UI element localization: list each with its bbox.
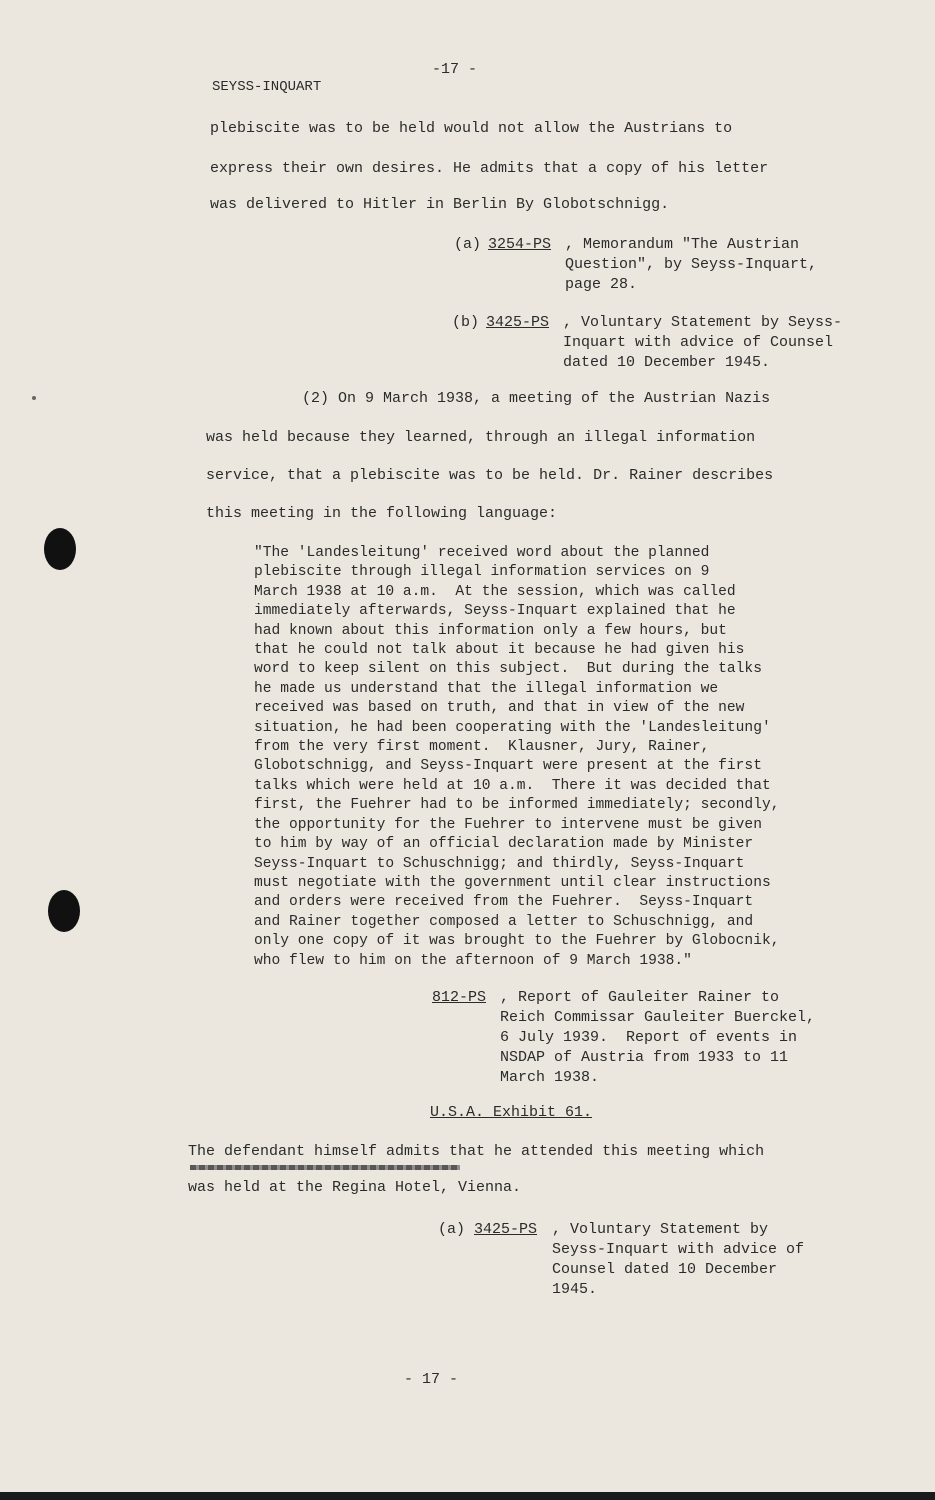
ref-812-text: , Report of Gauleiter Rainer to Reich Commissar Gauleiter Buerckel, 6 July 1939. Report of events in NSDAP of Austria from 1933 to 11 March 1938. <box>500 989 816 1086</box>
ref-a2-label: (a) <box>438 1221 466 1238</box>
page-number-bottom: - 17 - <box>404 1371 459 1388</box>
intro-line-1: plebiscite was to be held would not allow the Austrians to <box>210 120 733 137</box>
ref-b1-doc: 3425-PS <box>486 314 550 331</box>
para2-line-2: was held because they learned, through an illegal information <box>206 429 756 446</box>
punch-hole-lower <box>48 890 80 932</box>
rainer-quotation: "The 'Landesleitung' received word about the planned plebiscite through illegal information services on 9 March 1938 at 10 a.m. At the session, which was called immediately afterwards, Seyss-Inquart explained that he had known about this information only a few hours, but that he could not talk about it because he had given his word to keep silent on this subject. But during the talks he made us understand that the illegal information we received was based on truth, and that in view of the new situation, he had been cooperating with the 'Landesleitung' from the very first moment. Klausner, Jury, Rainer, Globotschnigg, and Seyss-Inquart were present at the first talks which were held at 10 a.m. There it was decided that first, the Fuehrer had to be informed immediately; secondly, the opportunity for the Fuehrer to intervene must be given to him by way of an official declaration made by Minister Seyss-Inquart to Schuschnigg; and thirdly, Seyss-Inquart must negotiate with the government until clear instructions and orders were received from the Fuehrer. Seyss-Inquart and Rainer together composed a letter to Schuschnigg, and only one copy of it was brought to the Fuehrer by Globocnik, who flew to him on the afternoon of 9 March 1938." <box>254 545 780 969</box>
strikeout-mark <box>190 1165 460 1170</box>
running-title: SEYSS-INQUART <box>212 79 322 95</box>
intro-line-3: was delivered to Hitler in Berlin By Globotschnigg. <box>210 196 670 213</box>
exhibit-label: U.S.A. Exhibit 61. <box>430 1104 593 1121</box>
ref-a1-label: (a) <box>454 236 482 253</box>
punch-hole-upper <box>44 528 76 570</box>
ref-b1-text: , Voluntary Statement by Seyss- Inquart with advice of Counsel dated 10 December 1945. <box>563 314 843 371</box>
para2-line-4: this meeting in the following language: <box>206 505 558 522</box>
ref-a2-doc: 3425-PS <box>474 1221 538 1238</box>
page-number-top: -17 - <box>432 61 478 78</box>
ref-a1-doc: 3254-PS <box>488 236 552 253</box>
ref-b1-label: (b) <box>452 314 480 331</box>
ref-812-doc: 812-PS <box>432 989 487 1006</box>
intro-line-2: express their own desires. He admits that a copy of his letter <box>210 160 769 177</box>
scan-edge <box>0 1492 935 1500</box>
para2-line-3: service, that a plebiscite was to be held. Dr. Rainer describes <box>206 467 774 484</box>
ref-a2-text: , Voluntary Statement by Seyss-Inquart with advice of Counsel dated 10 December 1945. <box>552 1221 805 1298</box>
para2-line-1: (2) On 9 March 1938, a meeting of the Austrian Nazis <box>302 390 771 407</box>
para3-line-1: The defendant himself admits that he attended this meeting which <box>188 1143 765 1160</box>
paper-speck <box>32 396 36 400</box>
para3-line-2: was held at the Regina Hotel, Vienna. <box>188 1179 522 1196</box>
ref-a1-text: , Memorandum "The Austrian Question", by Seyss-Inquart, page 28. <box>565 236 818 293</box>
